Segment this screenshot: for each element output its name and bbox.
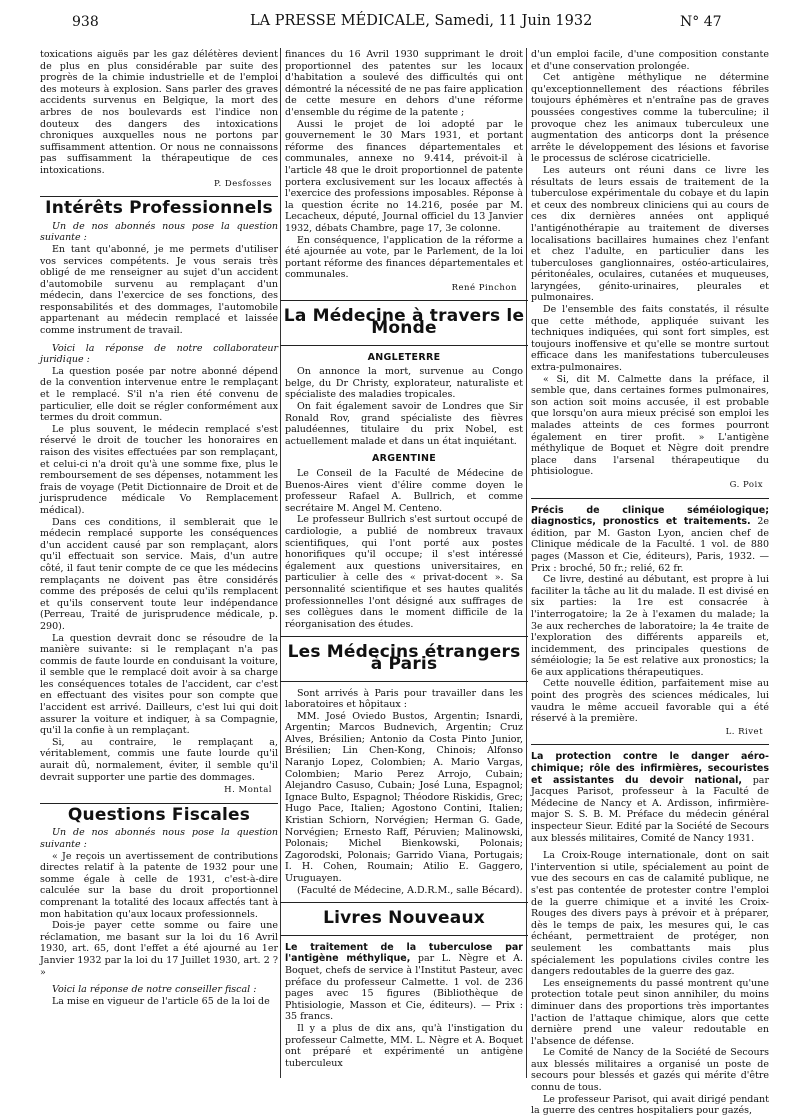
column-3: [531, 49, 769, 1117]
column-2: [285, 49, 523, 1069]
author-signature: H. Montal: [224, 785, 272, 796]
divider: [531, 498, 769, 499]
paragraph: MM. José Oviedo Bustos, Argentin; Isnardi, Argentin; Marcos Budnevich, Argentin; Cruz Alves, Brésilien; Antonio da Costa Pinto Junior, Brésilien; Lin Chen-Kong, Chinois; Alfonso Naranjo Lopez, Colombien; A. Mario Vargas, Colombien; Mario Perez Arrojo, Cubain; Alejandro Casuso, Cubain; José Luna, Espagnol; Ignace Bulto, Espagnol; Théodore Riskidis, Grec; Hugo Pace, Italien; Agostono Contini, Italien; Kristian Schiorn, Norvégien; Herman G. Gade, Norvégien; Ernesto Raff, Péruvien; Malinowski, Polonais; Michel Bienkowski, Polonais; Zagorodski, Polonais; Garrido Viana, Portugais; I. H. Cohen, Roumain; Atilio E. Gaggero, Uruguayen.: [285, 710, 523, 884]
paragraph: Dans ces conditions, il semblerait que le médecin remplacé supporte les conséquences d'un accident causé par son remplaçant, alors qu'il effectuait son service. Mais, d'un autre côté, il faut tenir compte de ce que les médecins remplaçants ne doivent pas être considérés comme des préposés de celui qu'ils remplacent et qu'ils conservent toute leur indépendance (Perreau, Traité de jurisprudence médicale, p. 290).: [40, 516, 278, 632]
answer-intro: Voici la réponse de notre conseiller fiscal :: [52, 984, 257, 996]
author-signature: L. Rivet: [725, 726, 763, 737]
divider: [531, 744, 769, 745]
paragraph: finances du 16 Avril 1930 supprimant le droit proportionnel des patentes sur les locaux d'habitation a soulevé des difficultés qui ont démontré la nécessité de ne pas faire application de cette mesure en dehors d'une réforme d'ensemble du régime de la patente ;: [285, 49, 523, 118]
paragraph: Les auteurs ont réuni dans ce livre les résultats de leurs essais de traitement de la tuberculose expérimentale du cobaye et du lapin et ceux des nombreux cliniciens qui au cours de ces dix dernières années ont appliqué l'antigénothérapie au traitement de diverses localisations bacillaires humaines chez l'enfant et chez l'adulte, en particulier dans les tuberculoses ganglionnaires, ostéo-articulaires, péritonéales, oculaires, cutanées et muqueuses, laryngées, génito-urinaires, pleurales et pulmonaires.: [531, 164, 769, 304]
paragraph: Le Conseil de la Faculté de Médecine de Buenos-Aires vient d'élire comme doyen le professeur Rafael A. Bullrich, et comme secrétaire M. Angel M. Centeno.: [285, 468, 523, 514]
divider: [40, 803, 278, 804]
paragraph: Le professeur Parisot, qui avait dirigé pendant la guerre des centres hospitaliers pour gazés,: [531, 1093, 769, 1117]
book-title: Précis de clinique séméiologique; diagnostics, pronostics et traitements.: [531, 504, 769, 528]
paragraph: De l'ensemble des faits constatés, il résulte que cette méthode, appliquée suivant les techniques indiquées, qui sont fort simples, est toujours inoffensive et qu'elle se montre surtout efficace dans les manifestations tuberculeuses extra-pulmonaires.: [531, 304, 769, 374]
paragraph: Ce livre, destiné au débutant, est propre à lui faciliter la tâche au lit du malade. Il est divisé en six parties: la 1re est consacrée à l'interrogatoire; la 2e à l'examen du malade; la 3e aux recherches de laboratoire; la 4e traite de l'exploration des différents appareils et, incidemment, des principales questions de séméiologie; la 5e est relative aux pronostics; la 6e aux applications thérapeutiques.: [531, 574, 769, 678]
book-entry: [285, 942, 523, 1023]
book-reference: par L. Nègre et A. Boquet, chefs de service à l'Institut Pasteur, avec préface du professeur Calmette. 1 vol. de 236 pages avec 15 figures (Bibliothèque de Phtisiologie, Masson et Cie, éditeurs). — Prix : 35 francs.: [285, 953, 523, 1023]
issue-number: N° 47: [680, 14, 722, 30]
answer-intro: Voici la réponse de notre collaborateur juridique :: [40, 342, 278, 366]
column-1: [40, 49, 278, 1007]
paragraph: Si, au contraire, le remplaçant a, véritablement, commis une faute lourde qu'il aurait dû, normalement, éviter, il semble qu'il devrait supporter une partie des dommages.: [40, 736, 278, 783]
paragraph: d'un emploi facile, d'une composition constante et d'une conservation prolongée.: [531, 49, 769, 72]
paragraph: Il y a plus de dix ans, qu'à l'instigation du professeur Calmette, MM. L. Nègre et A. Boquet ont préparé et expérimenté un antigène tuberculeux: [285, 1022, 523, 1069]
question-intro: Un de nos abonnés nous pose la question suivante :: [40, 827, 278, 850]
author-signature: P. Desfosses: [214, 178, 272, 189]
divider: [40, 196, 278, 197]
paragraph: La Croix-Rouge internationale, dont on sait l'intervention si utile, spécialement au point de vue des secours en cas de calamité publique, ne s'est pas contentée de protester contre l'emploi de la guerre chimique et a invité les Croix-Rouges des divers pays à prévoir et à préparer, dès le temps de paix, les mesures qui, le cas échéant, permettraient de protéger, non seulement les combattants mais plus spécialement les populations civiles contre les dangers redoutables de la guerre des gaz.: [531, 850, 769, 978]
book-title: Le traitement de la tuberculose par l'antigène méthylique,: [285, 941, 523, 965]
paragraph: En conséquence, l'application de la réforme a été ajournée au vote, par le Parlement, de la loi portant réforme des finances départementales et communales.: [285, 234, 523, 281]
book-title: La protection contre le danger aéro-chimique; rôle des infirmières, secouristes et assistantes du devoir national,: [531, 751, 769, 786]
section-title-interets: Intérêts Professionnels: [45, 198, 273, 219]
paragraph: Le Comité de Nancy de la Société de Secours aux blessés militaires a organisé un poste de secours pour blessés et gazés qui mérite d'être connu de tous.: [531, 1047, 769, 1094]
author-signature: G. Poix: [729, 479, 763, 490]
paragraph: « Si, dit M. Calmette dans la préface, il semble que, dans certaines formes pulmonaires, son action soit moins accusée, il est probable que lorsqu'on aura mieux précisé son emploi les malades atteints de ces formes pourront également en tirer profit. » L'antigène méthylique de Boquet et Nègre doit prendre place dans l'arsenal thérapeutique du phtisiologue.: [531, 373, 769, 478]
question-intro: Un de nos abonnés nous pose la question suivante :: [40, 220, 278, 244]
paragraph: Aussi le projet de loi adopté par le gouvernement le 30 Mars 1931, et portant réforme des finances départementales et communales, annexe no 9.414, prévoit-il à l'article 48 que le droit proportionnel de patente portera exclusivement sur les locaux affectés à l'exercice des professions imposables. Réponse à la question écrite no 14.216, posée par M. Lecacheux, député, Journal officiel du 13 Janvier 1932, débats Chambre, page 17, 3e colonne.: [285, 118, 523, 234]
journal-title: LA PRESSE MÉDICALE, Samedi, 11 Juin 1932: [250, 13, 593, 29]
page-number: 938: [72, 14, 99, 30]
subsection-argentine: ARGENTINE: [371, 453, 437, 465]
paragraph: La question devrait donc se résoudre de la manière suivante: si le remplaçant n'a pas commis de faute lourde en conduisant la voiture, il semble que le remplacé doit avoir à sa charge les conséquences totales de l'accident, car c'est en effectuant des visites pour son compte que l'accident est arrivé. Dailleurs, c'est lui qui doit assurer la voiture et indiquer, à sa Compagnie, qu'il la confie à un remplaçant.: [40, 632, 278, 737]
book-entry: [531, 751, 769, 844]
section-title-livres: Livres Nouveaux: [280, 902, 528, 936]
section-title-etrangers: Les Médecins étrangers à Paris: [280, 636, 528, 681]
section-title-monde: La Médecine à travers le Monde: [280, 300, 528, 345]
book-reference: par Jacques Parisot, professeur à la Faculté de Médecine de Nancy et A. Ardisson, infirmière-major S. S. B. M. Préface du médecin général inspecteur Sieur. Edité par la Société de Secours aux blessés militaires, Comité de Nancy 1931.: [531, 774, 769, 844]
paragraph: Les enseignements du passé montrent qu'une protection totale peut sinon annihiler, du moins diminuer dans des proportions très importantes l'action de l'attaque chimique, alors que cette dernière prend une valeur redoutable en l'absence de défense.: [531, 977, 769, 1047]
paragraph: Cet antigène méthylique ne détermine qu'exceptionnellement des réactions fébriles toujours éphémères et n'entraîne pas de graves poussées congestives comme la tuberculine; il provoque chez les animaux tuberculeux une augmentation des anticorps dont la présence arrête le développement des lésions et favorise le processus de sclérose cicatricielle.: [531, 72, 769, 165]
subsection-angleterre: ANGLETERRE: [367, 351, 441, 363]
paragraph: En tant qu'abonné, je me permets d'utiliser vos services compétents. Je vous serais très obligé de me renseigner au sujet d'un accident d'automobile survenu au remplaçant d'un médecin, dans l'exercice de ses fonctions, des responsabilités et des dommages, l'automobile appartenant au médecin remplacé et laissée comme instrument de travail.: [40, 243, 278, 337]
paragraph: Cette nouvelle édition, parfaitement mise au point des progrès des sciences médicales, lui vaudra le même accueil favorable qui a été réservé à la première.: [531, 678, 769, 725]
author-signature: René Pinchon: [451, 282, 517, 293]
paragraph: La question posée par notre abonné dépend de la convention intervenue entre le remplaçant et le remplacé. S'il n'a rien été convenu de particulier, elle doit se régler conformément aux termes du droit commun.: [40, 365, 278, 424]
section-title-fiscales: Questions Fiscales: [67, 804, 251, 825]
paragraph: (Faculté de Médecine, A.D.R.M., salle Bécard).: [297, 884, 523, 896]
paragraph: Sont arrivés à Paris pour travailler dans les laboratoires et hôpitaux :: [285, 687, 523, 711]
page-header: [0, 0, 800, 40]
paragraph: On fait également savoir de Londres que Sir Ronald Rov, grand spécialiste des fièvres paludéennes, titulaire du prix Nobel, est actuellement malade et dans un état inquiétant.: [285, 401, 523, 447]
book-reference: 2e édition, par M. Gaston Lyon, ancien chef de Clinique médicale de la Faculté. 1 vol. de 880 pages (Masson et Cie, éditeurs), Paris, 1932. — Prix : broché, 50 fr.; relié, 62 fr.: [531, 516, 769, 574]
book-entry: [531, 505, 769, 575]
paragraph: La mise en vigueur de l'article 65 de la loi de: [52, 995, 270, 1007]
paragraph: « Je reçois un avertissement de contributions directes relatif à la patente de 1932 pour une somme égale à celle de 1931, c'est-à-dire calculée sur la base du droit proportionnel comprenant la totalité des locaux affectés tant à mon habitation qu'aux locaux professionnels.: [40, 850, 278, 920]
paragraph: On annonce la mort, survenue au Congo belge, du Dr Christy, explorateur, naturaliste et spécialiste des maladies tropicales.: [285, 366, 523, 401]
paragraph: Dois-je payer cette somme ou faire une réclamation, me basant sur la loi du 16 Avril 1930, art. 65, dont l'effet a été ajourné au 1er Janvier 1932 par la loi du 17 Juillet 1930, art. 2 ? »: [40, 920, 278, 978]
paragraph: Le professeur Bullrich s'est surtout occupé de cardiologie, a publié de nombreux travaux scientifiques, qui l'ont porté aux postes honorifiques qu'il occupe; il s'est intéressé également aux questions universitaires, en particulier à celle des « privat-docent ». Sa personnalité scientifique et ses hautes qualités professionnelles l'ont désigné aux suffrages de ses collègues dans le moment difficile de la réorganisation des études.: [285, 514, 523, 630]
paragraph: Le plus souvent, le médecin remplacé s'est réservé le droit de toucher les honoraires en raison des visites effectuées par son remplaçant, et celui-ci n'a droit qu'à une somme fixe, plus le remboursement de ses dépenses, notamment les frais de voyage (Petit Dictionnaire de Droit et de jurisprudence médicale Vo Remplacement médical).: [40, 423, 278, 516]
paragraph: toxications aiguës par les gaz délétères devient de plus en plus considérable par suite des progrès de la chimie industrielle et de l'emploi des moteurs à explosion. Sans parler des graves accidents survenus en Belgique, la mort des arbres de nos boulevards est l'indice non douteux des dangers des intoxications chroniques auxquelles nous ne portons par suffisamment attention. Or nous ne connaissons pas suffisamment la thérapeutique de ces intoxications.: [40, 49, 278, 176]
